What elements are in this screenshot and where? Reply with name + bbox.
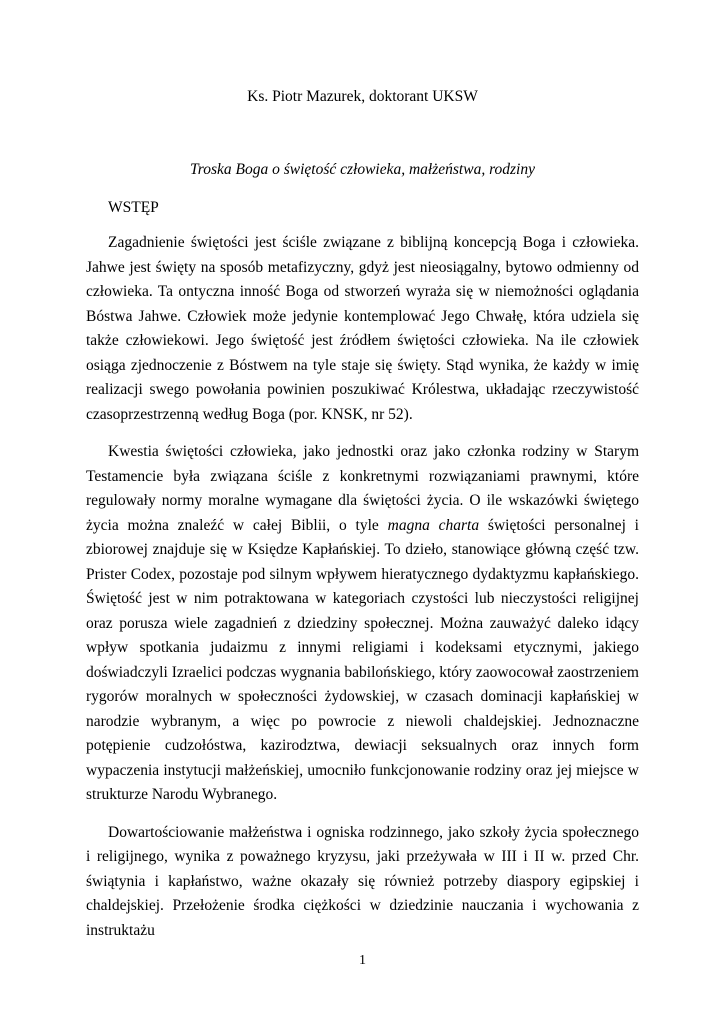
page-number: 1 (359, 953, 366, 968)
document-title: Troska Boga o świętość człowieka, małżeństwa, rodziny (189, 161, 535, 178)
paragraph-2-part-a: Kwestia świętości człowieka, jako jednostki oraz jako członka rodziny w Starym Testamencie była związana ściśle z konkretnymi rozwiązaniami prawnymi, które regulowały normy moralne wymagane dla świętości życia. O ile wskazówki świętego życia można znaleźć w całej Biblii, o tyle (86, 443, 639, 534)
paragraph-2 (86, 440, 639, 808)
section-heading: WSTĘP (108, 199, 159, 216)
paragraph-1: Zagadnienie świętości jest ściśle związane z biblijną koncepcją Boga i człowieka. Jahwe jest święty na sposób metafizyczny, gdyż jest nieosiągalny, bytowo odmienny od człowieka. Ta ontyczna inność Boga od stworzeń wyraża się w niemożności oglądania Bóstwa Jahwe. Człowiek może jedynie kontemplować Jego Chwałę, która udziela się także człowiekowi. Jego świętość jest źródłem świętości człowieka. Na ile człowiek osiąga zjednoczenie z Bóstwem na tyle staje się święty. Stąd wynika, że każdy w imię realizacji swego powołania powinien poszukiwać Królestwa, układając rzeczywistość czasoprzestrzenną według Boga (por. KNSK, nr 52). (86, 234, 639, 423)
paragraph-2-italic: magna charta (387, 516, 480, 534)
body-text (86, 231, 639, 956)
author-line: Ks. Piotr Mazurek, doktorant UKSW (247, 88, 478, 105)
paragraph-3: Dowartościowanie małżeństwa i ogniska rodzinnego, jako szkoły życia społecznego i religijnego, wynika z poważnego kryzysu, jaki przeżywała w III i II w. przed Chr. świątynia i kapłaństwo, ważne okazały się również potrzeby diaspory egipskiej i chaldejskiej. Przełożenie środka ciężkości w dziedzinie nauczania i wychowania z instruktażu (86, 823, 639, 939)
paragraph-2-part-b: świętości personalnej i zbiorowej znajduje się w Księdze Kapłańskiej. To dzieło, stanowiące główną część tzw. Prister Codex, pozostaje pod silnym wpływem hieratycznego dydaktyzmu kapłańskiego. Świętość jest w nim potraktowana w kategoriach czystości lub nieczystości religijnej oraz porusza wiele zagadnień z dziedziny społecznej. Można zauważyć daleko idący wpływ spotkania judaizmu z innymi religiami i kodeksami etycznymi, jakiego doświadczyli Izraelici podczas wygnania babilońskiego, który zaowocował zaostrzeniem rygorów moralnych w społeczności żydowskiej, w czasach dominacji kapłańskiej w narodzie wybranym, a więc po powrocie z niewoli chaldejskiej. Jednoznaczne potępienie cudzołóstwa, kazirodztwa, dewiacji seksualnych oraz innych form wypaczenia instytucji małżeńskiej, umocniło funkcjonowanie rodziny oraz jej miejsce w strukturze Narodu Wybranego. (86, 516, 639, 803)
